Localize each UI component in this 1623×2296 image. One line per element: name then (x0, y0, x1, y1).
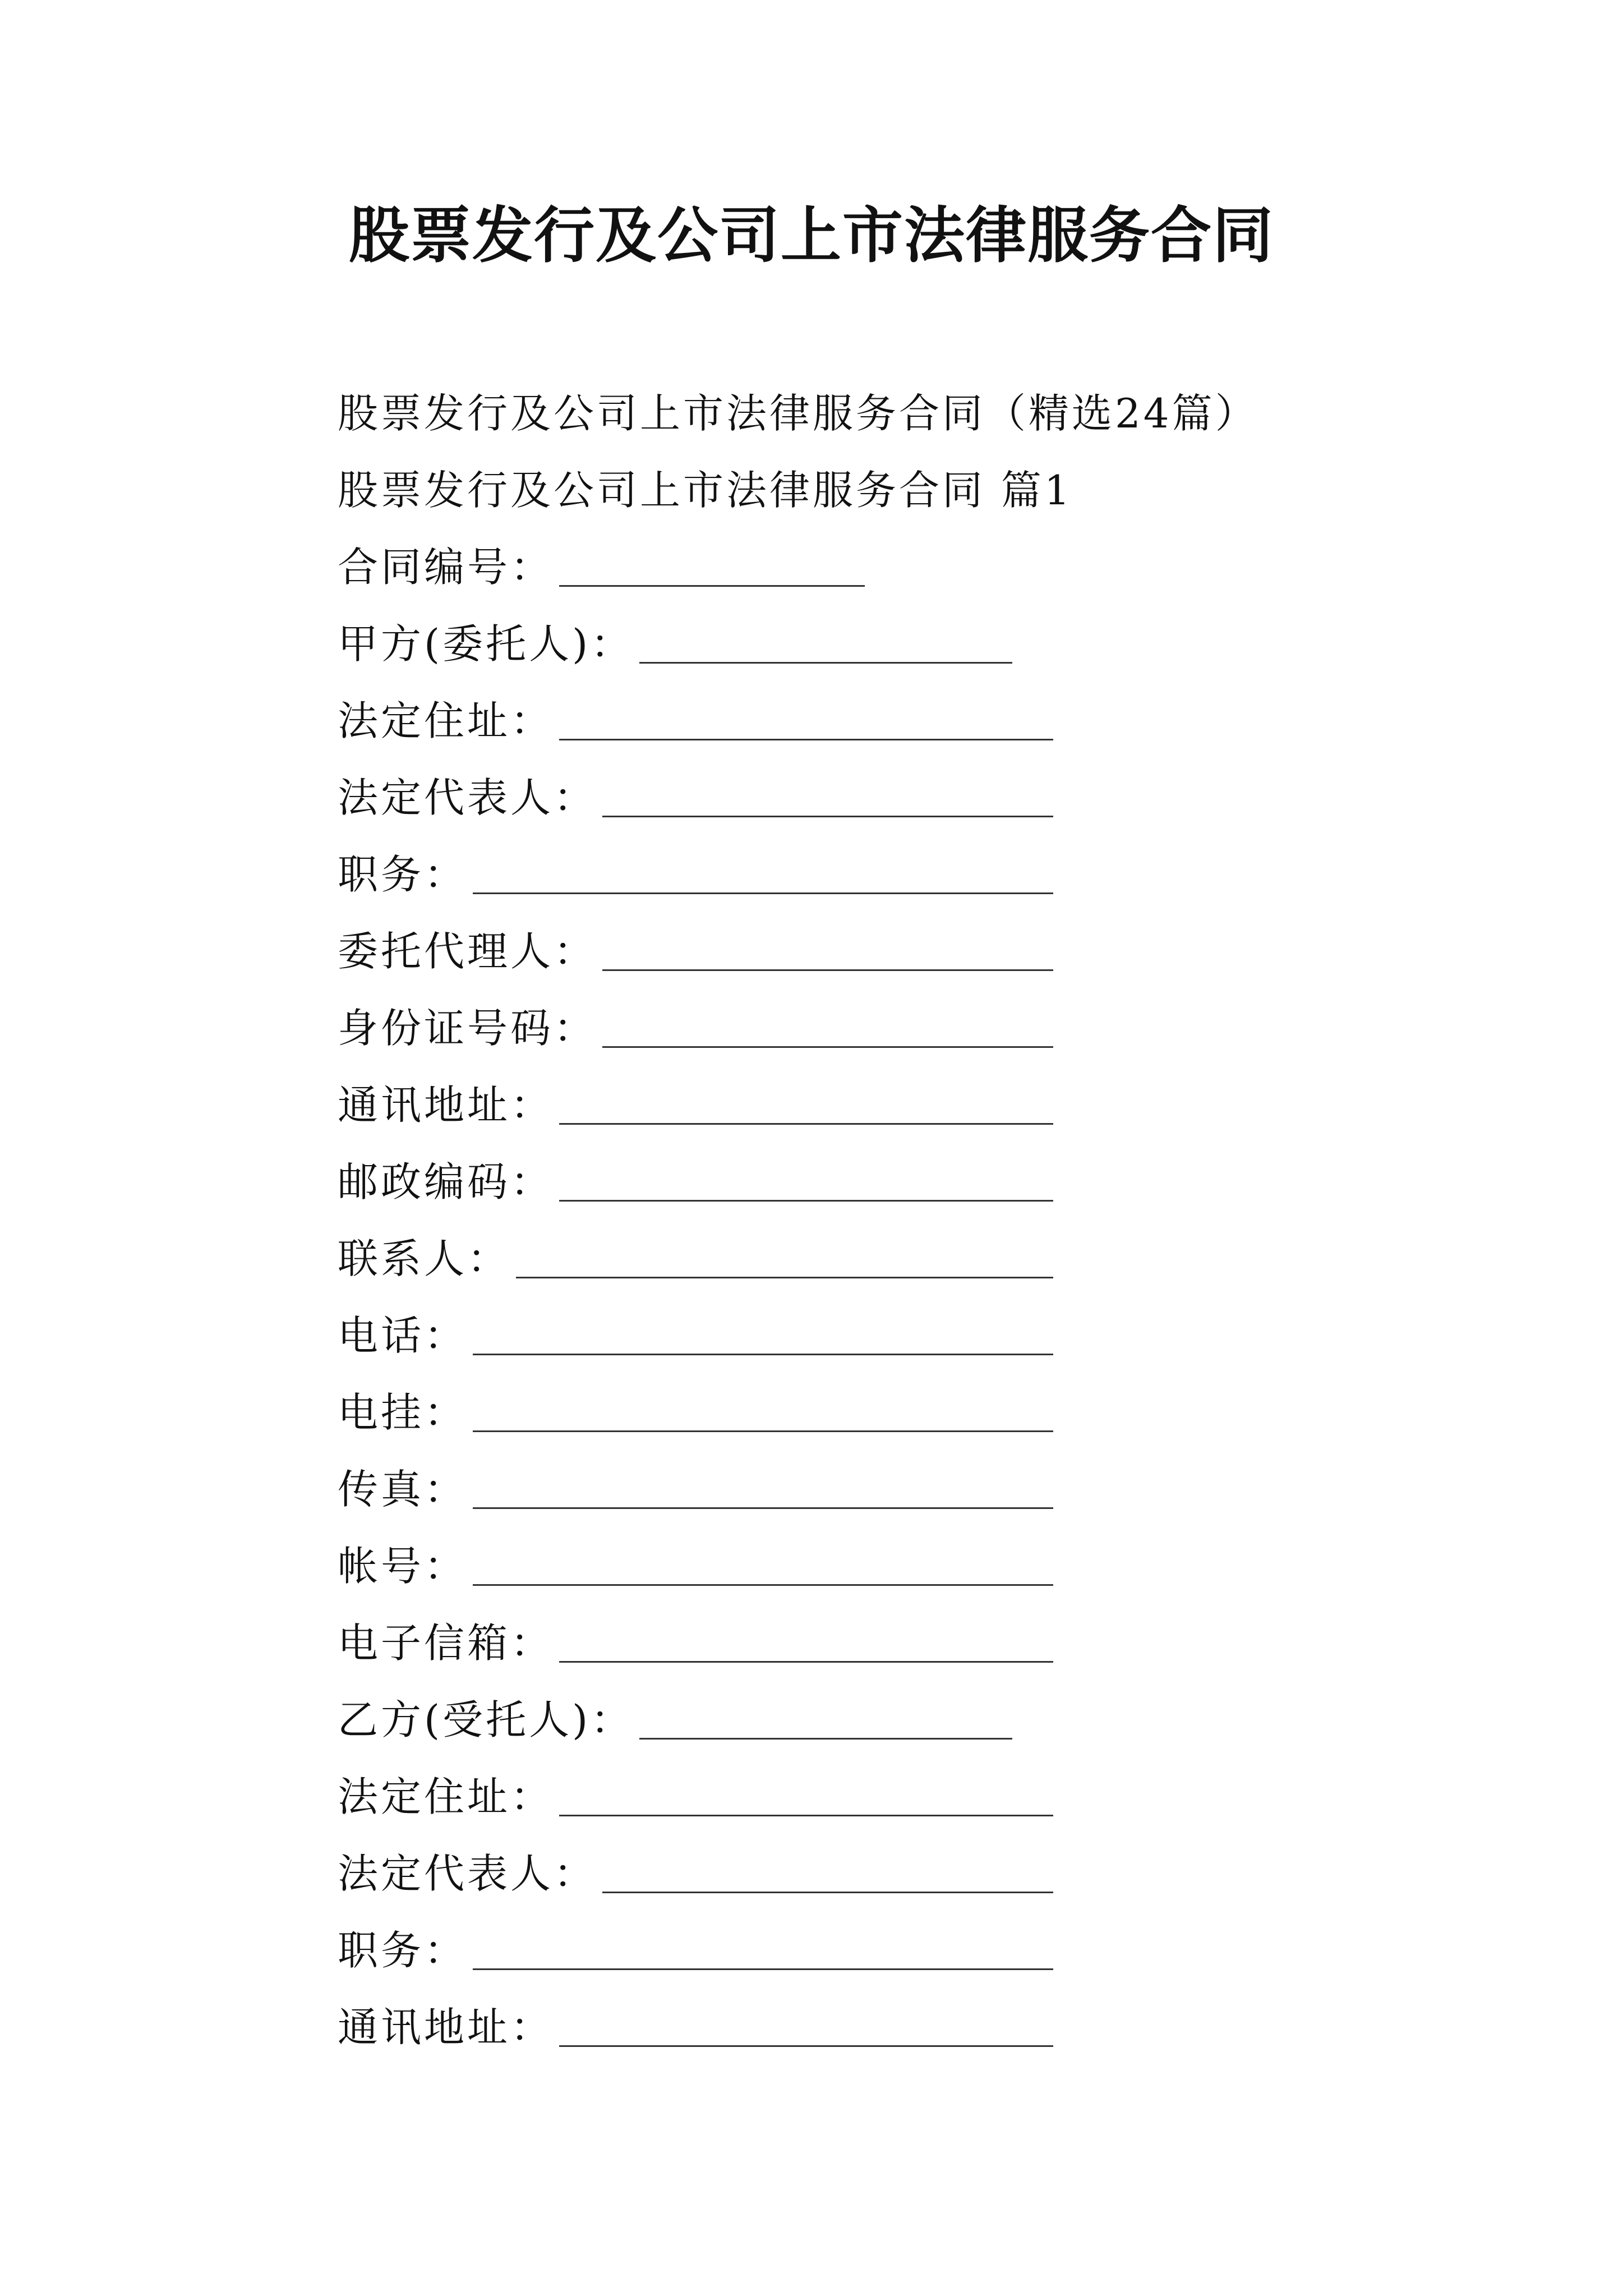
contract-field-row (338, 1835, 1347, 1912)
contract-field-row (338, 759, 1347, 836)
contract-field-row (338, 1758, 1347, 1835)
fill-in-blank[interactable] (559, 2007, 1053, 2047)
fill-in-blank[interactable] (473, 1315, 1053, 1355)
field-label: 传真： (338, 1465, 468, 1513)
fill-in-blank[interactable] (559, 1085, 1053, 1125)
fill-in-blank[interactable] (473, 1930, 1053, 1970)
field-label: 电挂： (338, 1388, 468, 1436)
contract-field-row (338, 1066, 1347, 1143)
fill-in-blank[interactable] (559, 701, 1053, 740)
contract-field-row (338, 1143, 1347, 1220)
fill-in-blank[interactable] (639, 1700, 1012, 1740)
collection-heading-text: 股票发行及公司上市法律服务合同（精选24篇） (338, 389, 1258, 437)
contract-field-row (338, 1912, 1347, 1989)
contract-field-row (338, 1297, 1347, 1374)
fill-in-blank[interactable] (602, 931, 1053, 971)
field-label: 甲方(委托人)： (338, 620, 634, 668)
contract-field-row (338, 1374, 1347, 1451)
contract-field-row (338, 1527, 1347, 1604)
contract-field-row (338, 913, 1347, 990)
field-label: 通讯地址： (338, 1081, 554, 1129)
field-label: 邮政编码： (338, 1158, 554, 1205)
fill-in-blank[interactable] (559, 1623, 1053, 1663)
fill-in-blank[interactable] (602, 1853, 1053, 1893)
field-label: 联系人： (338, 1235, 511, 1282)
contract-field-row (338, 1681, 1347, 1758)
field-label: 法定代表人： (338, 1849, 597, 1897)
collection-heading (338, 375, 1347, 452)
document-body (338, 375, 1347, 2065)
field-label: 身份证号码： (338, 1004, 597, 1052)
field-label: 电子信箱： (338, 1619, 554, 1667)
contract-field-row (338, 682, 1347, 759)
contract-field-list (338, 528, 1347, 2065)
field-label: 法定住址： (338, 1773, 554, 1820)
field-label: 职务： (338, 850, 468, 898)
contract-field-row (338, 990, 1347, 1066)
document-title: 股票发行及公司上市法律服务合同 (348, 200, 1274, 271)
fill-in-blank[interactable] (473, 1546, 1053, 1586)
fill-in-blank[interactable] (516, 1239, 1053, 1278)
article-heading-text: 股票发行及公司上市法律服务合同 篇1 (338, 466, 1073, 514)
fill-in-blank[interactable] (473, 854, 1053, 894)
field-label: 乙方(受托人)： (338, 1696, 634, 1743)
field-label: 合同编号： (338, 543, 554, 591)
fill-in-blank[interactable] (639, 624, 1012, 664)
contract-field-row (338, 1220, 1347, 1297)
field-label: 委托代理人： (338, 927, 597, 975)
field-label: 法定代表人： (338, 774, 597, 821)
contract-field-row (338, 1989, 1347, 2065)
article-heading (338, 452, 1347, 528)
field-label: 职务： (338, 1926, 468, 1974)
contract-field-row (338, 836, 1347, 913)
contract-field-row (338, 1451, 1347, 1527)
contract-field-row (338, 528, 1347, 605)
field-label: 法定住址： (338, 697, 554, 744)
fill-in-blank[interactable] (473, 1469, 1053, 1509)
contract-field-row (338, 605, 1347, 682)
fill-in-blank[interactable] (559, 547, 865, 587)
contract-field-row (338, 1604, 1347, 1681)
fill-in-blank[interactable] (559, 1162, 1053, 1202)
fill-in-blank[interactable] (602, 777, 1053, 817)
fill-in-blank[interactable] (602, 1008, 1053, 1048)
fill-in-blank[interactable] (473, 1392, 1053, 1432)
field-label: 通讯地址： (338, 2003, 554, 2051)
fill-in-blank[interactable] (559, 1777, 1053, 1816)
field-label: 电话： (338, 1312, 468, 1359)
field-label: 帐号： (338, 1542, 468, 1590)
